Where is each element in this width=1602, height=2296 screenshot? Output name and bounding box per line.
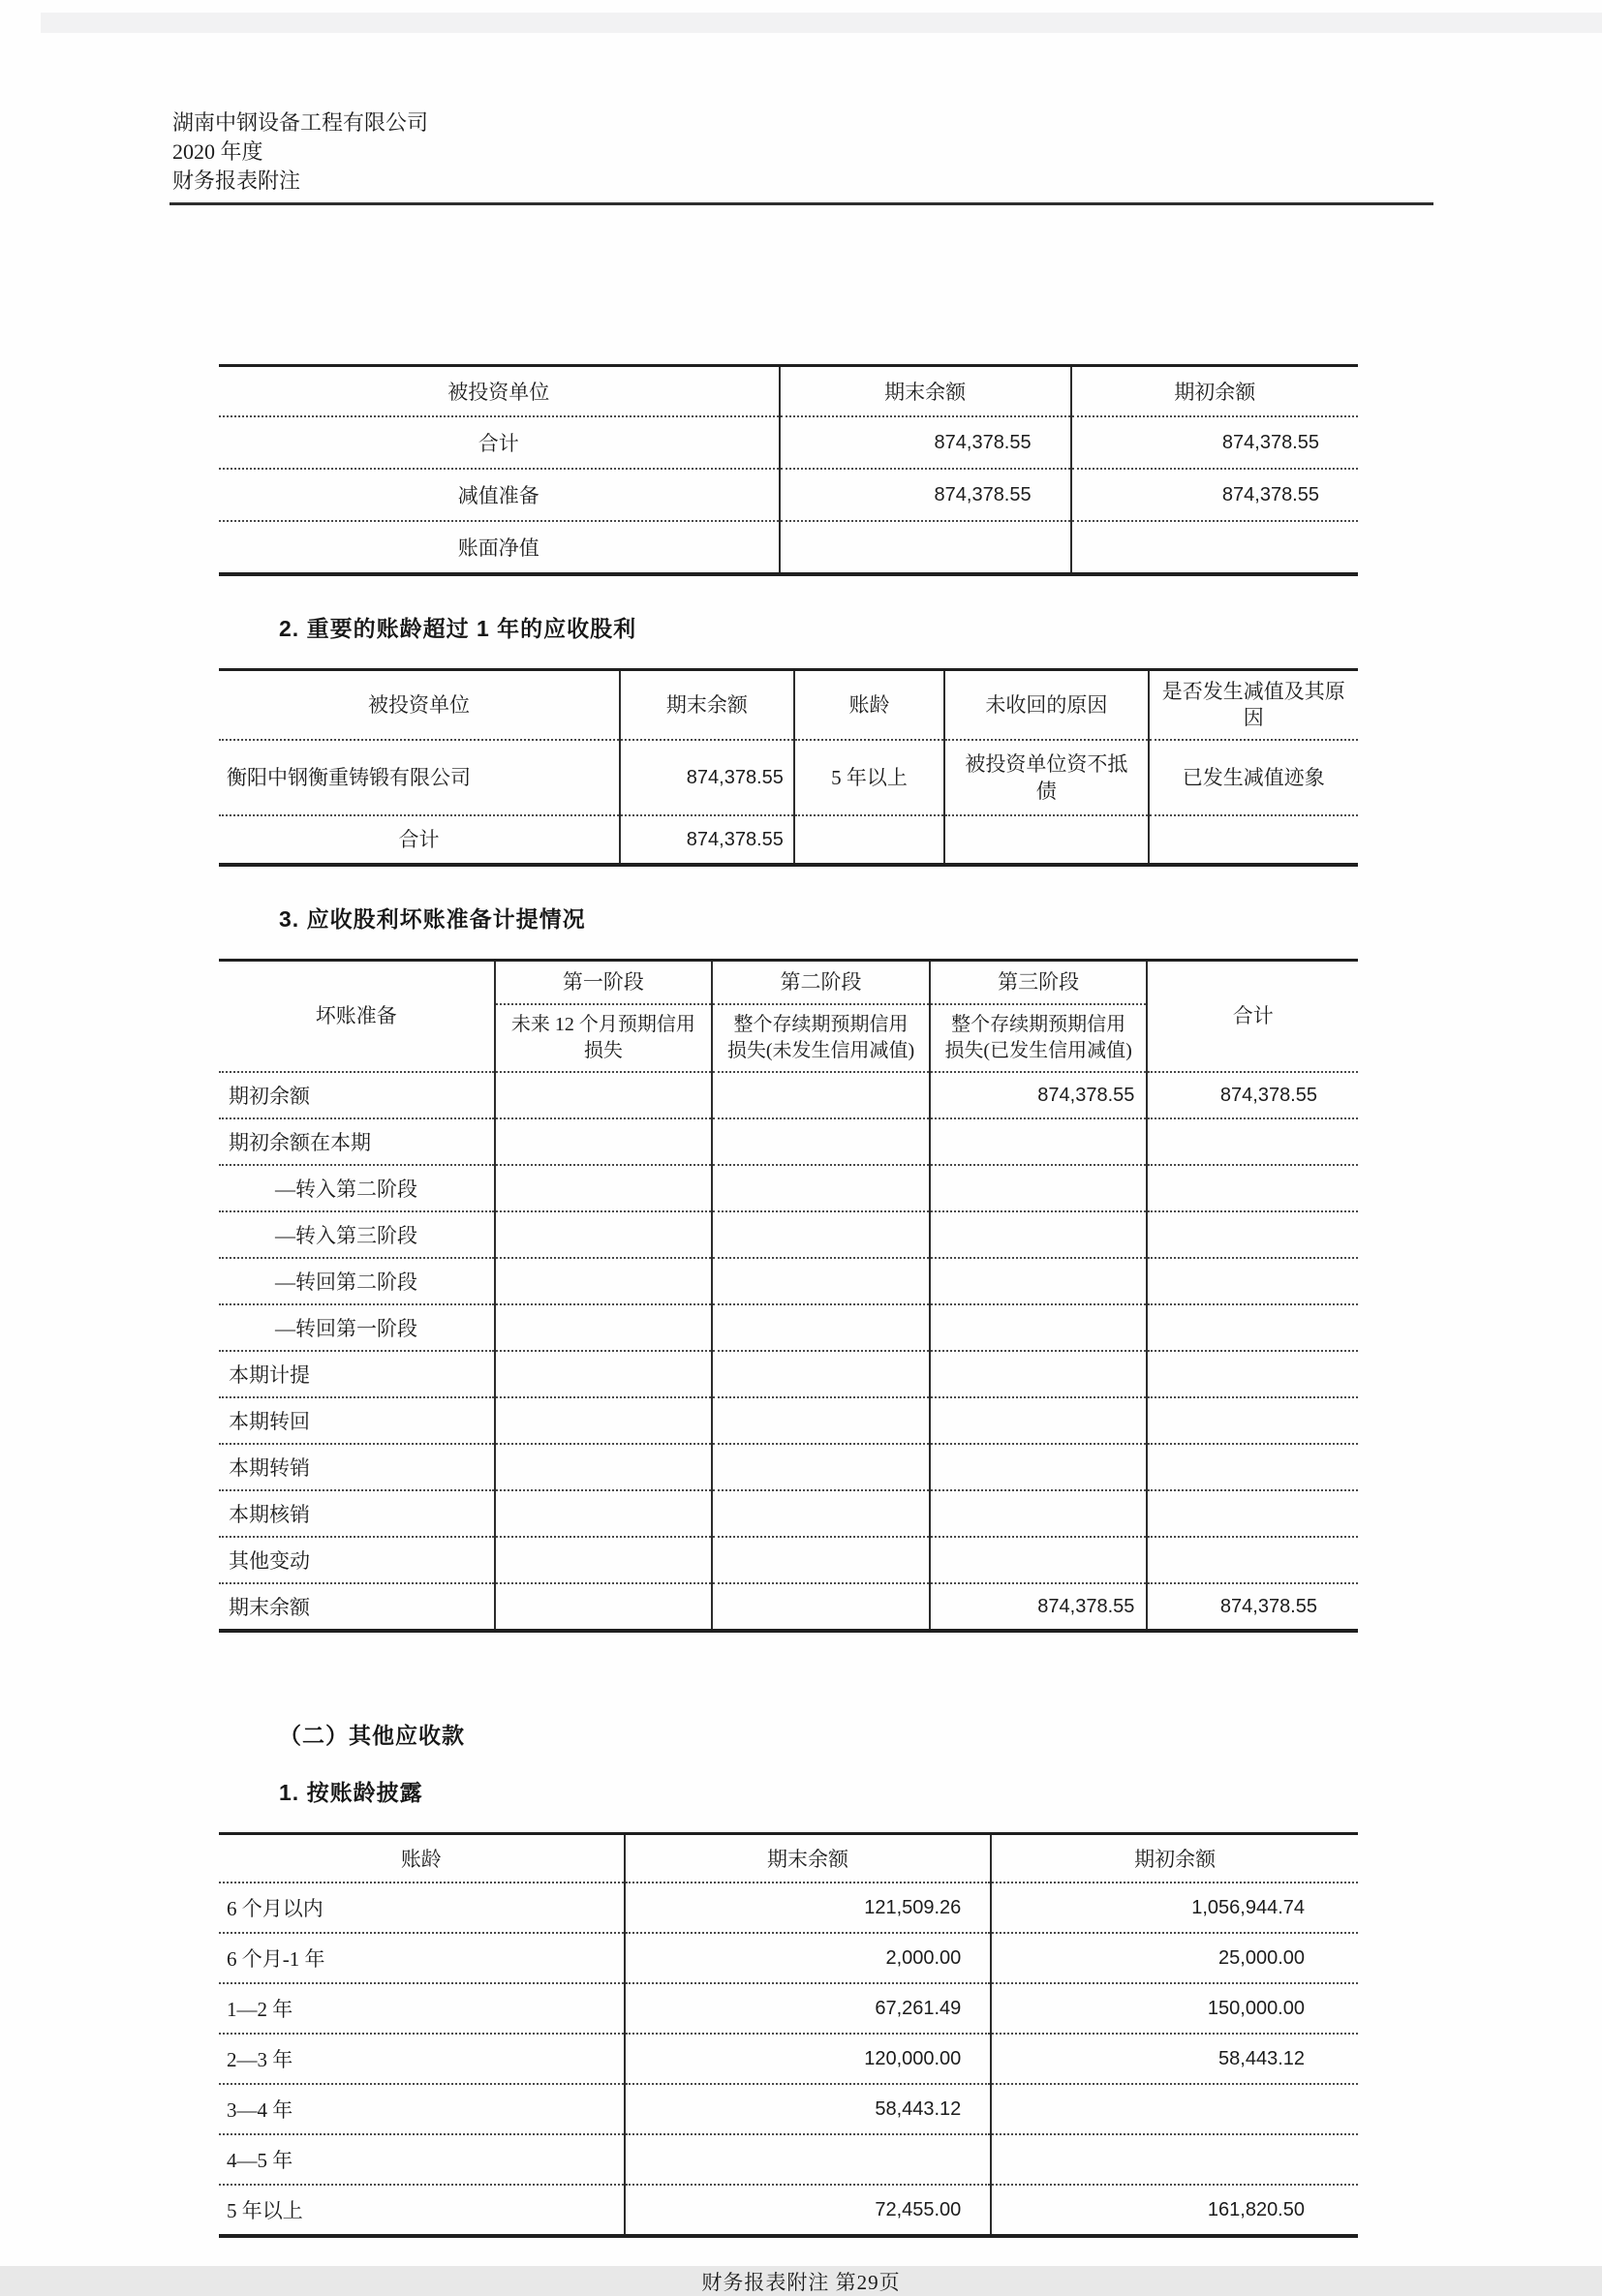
cell-value: 25,000.00 [991,1933,1358,1983]
cell-value [495,1304,713,1351]
column-header-ending-balance: 期末余额 [625,1834,992,1883]
cell-value [1147,1304,1358,1351]
row-label: 减值准备 [219,469,780,521]
cell-value: 72,455.00 [625,2185,992,2236]
cell-value: 874,378.55 [930,1583,1148,1631]
cell-value [1147,1258,1358,1304]
cell-value [712,1583,930,1631]
cell-value [495,1583,713,1631]
column-header-stage-2: 第二阶段 [712,961,930,1005]
table-row [219,1118,1358,1165]
table-row [219,521,1358,574]
column-header-aging: 账龄 [794,670,944,741]
row-label: —转入第二阶段 [219,1165,495,1211]
cell-value [712,1211,930,1258]
subheader-stage-2: 整个存续期预期信用损失(未发生信用减值) [712,1004,930,1072]
cell-value [1147,1118,1358,1165]
cell-value [944,815,1149,865]
table-body [219,740,1358,865]
row-label: 期末余额 [219,1583,495,1631]
cell-value: 被投资单位资不抵债 [944,740,1149,815]
cell-value [1147,1537,1358,1583]
cell-value [930,1444,1148,1490]
cell-value: 161,820.50 [991,2185,1358,2236]
cell-value: 58,443.12 [625,2084,992,2134]
cell-value [1147,1397,1358,1444]
cell-value [930,1118,1148,1165]
cell-value [712,1397,930,1444]
table-header [219,366,1358,417]
cell-value: 2,000.00 [625,1933,992,1983]
cell-value: 874,378.55 [1147,1583,1358,1631]
table-row [219,1258,1358,1304]
cell-value [495,1165,713,1211]
table-header [219,1834,1358,1883]
cell-value: 874,378.55 [620,815,794,865]
cell-value: 120,000.00 [625,2034,992,2084]
table-row [219,1444,1358,1490]
cell-value [712,1072,930,1118]
column-header-beginning-balance: 期初余额 [991,1834,1358,1883]
row-label: —转入第三阶段 [219,1211,495,1258]
column-header-investee: 被投资单位 [447,381,550,404]
cell-value: 874,378.55 [1147,1072,1358,1118]
table-row [219,1165,1358,1211]
table-body [219,416,1358,574]
cell-value: 58,443.12 [991,2034,1358,2084]
column-header-aging: 账龄 [400,1848,442,1871]
column-header-impairment: 是否发生减值及其原因 [1149,670,1358,741]
row-label: 5 年以上 [219,2185,625,2236]
row-label: 2—3 年 [219,2034,625,2084]
document-title: 财务报表附注 [172,168,301,193]
table-row [219,1583,1358,1631]
cell-value [930,1490,1148,1537]
cell-value: 5 年以上 [794,740,944,815]
table-row [219,1933,1358,1983]
cell-value [930,1397,1148,1444]
section-title-dividend-aging: 2. 重要的账龄超过 1 年的应收股利 [279,616,637,641]
table-row [219,740,1358,815]
row-label: 6 个月-1 年 [219,1933,625,1983]
table-row [219,1072,1358,1118]
cell-value [1147,1444,1358,1490]
column-header-total: 合计 [1147,961,1358,1073]
company-name: 湖南中钢设备工程有限公司 [172,110,429,135]
row-label: —转回第一阶段 [219,1304,495,1351]
header-row [219,366,1358,417]
subheader-stage-1: 未来 12 个月预期信用损失 [495,1004,713,1072]
cell-value [712,1118,930,1165]
table-row [219,1211,1358,1258]
cell-value [712,1258,930,1304]
row-label: —转回第二阶段 [219,1258,495,1304]
table-row [219,1537,1358,1583]
row-label: 期初余额在本期 [219,1118,495,1165]
investment-summary-table [219,364,1358,576]
cell-value: 874,378.55 [780,416,1071,469]
column-header-stage-3: 第三阶段 [930,961,1148,1005]
table-row [219,2185,1358,2236]
cell-value [1071,521,1358,574]
row-label: 本期转回 [219,1397,495,1444]
cell-value [712,1304,930,1351]
row-label: 期初余额 [219,1072,495,1118]
cell-value: 874,378.55 [780,469,1071,521]
table-header [219,961,1358,1073]
column-header-beginning-balance: 期初余额 [1071,366,1358,417]
row-label: 账面净值 [219,521,780,574]
row-label: 本期转销 [219,1444,495,1490]
row-label: 合计 [219,416,780,469]
cell-value: 150,000.00 [991,1983,1358,2034]
page-footer: 财务报表附注 第29页 [701,2271,901,2294]
scan-artifact [41,13,1602,33]
cell-value [495,1211,713,1258]
cell-value: 已发生减值迹象 [1149,740,1358,815]
header-divider [169,202,1433,205]
row-label: 本期核销 [219,1490,495,1537]
cell-value [495,1444,713,1490]
subheader-stage-3: 整个存续期预期信用损失(已发生信用减值) [930,1004,1148,1072]
row-label: 1—2 年 [219,1983,625,2034]
aging-disclosure-table [219,1832,1358,2238]
cell-value [780,521,1071,574]
cell-value [1149,815,1358,865]
table-row [219,1883,1358,1933]
cell-value [712,1165,930,1211]
table-row [219,1304,1358,1351]
cell-value [1147,1165,1358,1211]
cell-value: 874,378.55 [1071,416,1358,469]
column-header-stage-1: 第一阶段 [495,961,713,1005]
row-label: 其他变动 [219,1537,495,1583]
table-header [219,670,1358,741]
cell-value [991,2134,1358,2185]
column-header-uncollected-reason: 未收回的原因 [944,670,1149,741]
table-row [219,1397,1358,1444]
cell-value [712,1444,930,1490]
table-row [219,2134,1358,2185]
table-row [219,2084,1358,2134]
cell-value [495,1118,713,1165]
cell-value: 121,509.26 [625,1883,992,1933]
section-title-other-receivables: （二）其他应收款 [279,1723,465,1748]
column-header-investee: 被投资单位 [367,692,470,717]
cell-value [930,1165,1148,1211]
column-header-ending-balance: 期末余额 [620,670,794,741]
dividend-over-1-year-table [219,668,1358,867]
cell-value [625,2134,992,2185]
table-body [219,1072,1358,1631]
bad-debt-stages-table [219,959,1358,1633]
cell-value [495,1258,713,1304]
cell-value [930,1537,1148,1583]
cell-value [794,815,944,865]
cell-value [1147,1211,1358,1258]
cell-value [495,1490,713,1537]
cell-value: 67,261.49 [625,1983,992,2034]
table-row [219,1351,1358,1397]
cell-value [991,2084,1358,2134]
cell-value [495,1072,713,1118]
table-row [219,469,1358,521]
cell-value [495,1351,713,1397]
cell-value: 874,378.55 [1071,469,1358,521]
table-row [219,416,1358,469]
header-row [219,670,1358,741]
cell-value [712,1490,930,1537]
column-header-ending-balance: 期末余额 [780,366,1071,417]
report-period: 2020 年度 [172,139,263,164]
row-label: 3—4 年 [219,2084,625,2134]
row-label: 6 个月以内 [219,1883,625,1933]
table-row [219,2034,1358,2084]
table-row [219,1490,1358,1537]
cell-value [930,1351,1148,1397]
cell-value [930,1211,1148,1258]
row-label: 衡阳中钢衡重铸锻有限公司 [219,740,620,815]
cell-value [930,1304,1148,1351]
cell-value [1147,1490,1358,1537]
row-label: 本期计提 [219,1351,495,1397]
column-header-bad-debt-provision: 坏账准备 [315,1004,397,1027]
row-label: 合计 [219,815,620,865]
cell-value: 874,378.55 [620,740,794,815]
header-row [219,1834,1358,1883]
cell-value [712,1537,930,1583]
cell-value: 874,378.55 [930,1072,1148,1118]
table-row [219,1983,1358,2034]
cell-value [930,1258,1148,1304]
cell-value [495,1537,713,1583]
table-row [219,815,1358,865]
header-row [219,961,1358,1005]
cell-value [1147,1351,1358,1397]
table-body [219,1883,1358,2236]
row-label: 4—5 年 [219,2134,625,2185]
cell-value [712,1351,930,1397]
cell-value: 1,056,944.74 [991,1883,1358,1933]
cell-value [495,1397,713,1444]
section-title-bad-debt-provision: 3. 应收股利坏账准备计提情况 [279,906,586,932]
section-title-aging-disclosure: 1. 按账龄披露 [279,1780,423,1805]
